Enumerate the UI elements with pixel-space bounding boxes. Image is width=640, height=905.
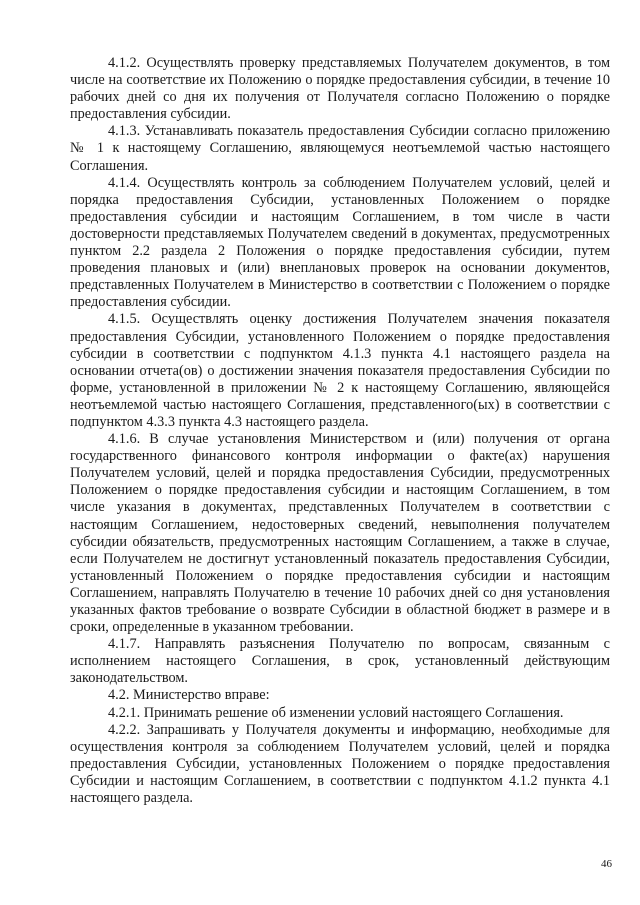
page-number: 46 <box>601 858 612 870</box>
paragraph-4-2-1: 4.2.1. Принимать решение об изменении условий настоящего Соглашения. <box>108 704 564 721</box>
paragraph-4-1-7: 4.1.7. Направлять разъяснения Получателю по вопросам, связанным с исполнением настоящего Соглашения, в срок, установленный действующим законодательством. <box>70 636 610 687</box>
paragraph-4-1-3: 4.1.3. Устанавливать показатель предоставления Субсидии согласно приложению № 1 к настоящему Соглашению, являющемуся неотъемлемой частью настоящего Соглашения. <box>70 123 610 174</box>
document-body <box>70 55 610 807</box>
paragraph-4-1-2: 4.1.2. Осуществлять проверку представляемых Получателем документов, в том числе на соответствие их Положению о порядке предоставления субсидии, в течение 10 рабочих дней со дня их получения от Получателя согласно Положению о порядке предоставления субсидии. <box>70 55 610 123</box>
paragraph-4-1-6: 4.1.6. В случае установления Министерством и (или) получения от органа государственного финансового контроля информации о факте(ах) нарушения Получателем условий, целей и порядка предоставления Субсидии, предусмотренных Положением о порядке предоставления субсидии и настоящим Соглашением, в том числе указания в документах, представленных Получателем в соответствии с настоящим Соглашением, недостоверных сведений, невыполнения получателем субсидии обязательств, предусмотренных настоящим Соглашением, а также в случае, если Получателем не достигнут установленный показатель предоставления Субсидии, установленный Положением о порядке предоставления субсидии и настоящим Соглашением, направлять Получателю в течение 10 рабочих дней со дня установления указанных фактов требование о возврате Субсидии в областной бюджет в размере и в сроки, определенные в указанном требовании. <box>70 431 610 636</box>
paragraph-4-1-5: 4.1.5. Осуществлять оценку достижения Получателем значения показателя предоставления Субсидии, установленного Положением о порядке предоставления субсидии в соответствии с подпунктом 4.1.3 пункта 4.1 настоящего раздела на основании отчета(ов) о достижении значения показателя предоставления Субсидии по форме, установленной в приложении № 2 к настоящему Соглашению, являющейся неотъемлемой частью настоящего Соглашения, представленного(ых) в соответствии с подпунктом 4.3.3 пункта 4.3 настоящего раздела. <box>70 311 610 430</box>
paragraph-4-2: 4.2. Министерство вправе: <box>108 687 270 704</box>
paragraph-4-2-2: 4.2.2. Запрашивать у Получателя документы и информацию, необходимые для осуществления контроля за соблюдением Получателем условий, целей и порядка предоставления Субсидии, установленных Положением о порядке предоставления Субсидии и настоящим Соглашением, в соответствии с подпунктом 4.1.2 пункта 4.1 настоящего раздела. <box>70 721 610 807</box>
paragraph-4-1-4: 4.1.4. Осуществлять контроль за соблюдением Получателем условий, целей и порядка предоставления Субсидии, установленных Положением о порядке предоставления субсидии и настоящим Соглашением, в том числе в части достоверности представляемых Получателем сведений в документах, предусмотренных пунктом 2.2 раздела 2 Положения о порядке предоставления субсидии, путем проведения плановых и (или) внеплановых проверок на основании документов, представленных Получателем в Министерство в соответствии с Положением о порядке предоставления субсидии. <box>70 174 610 311</box>
